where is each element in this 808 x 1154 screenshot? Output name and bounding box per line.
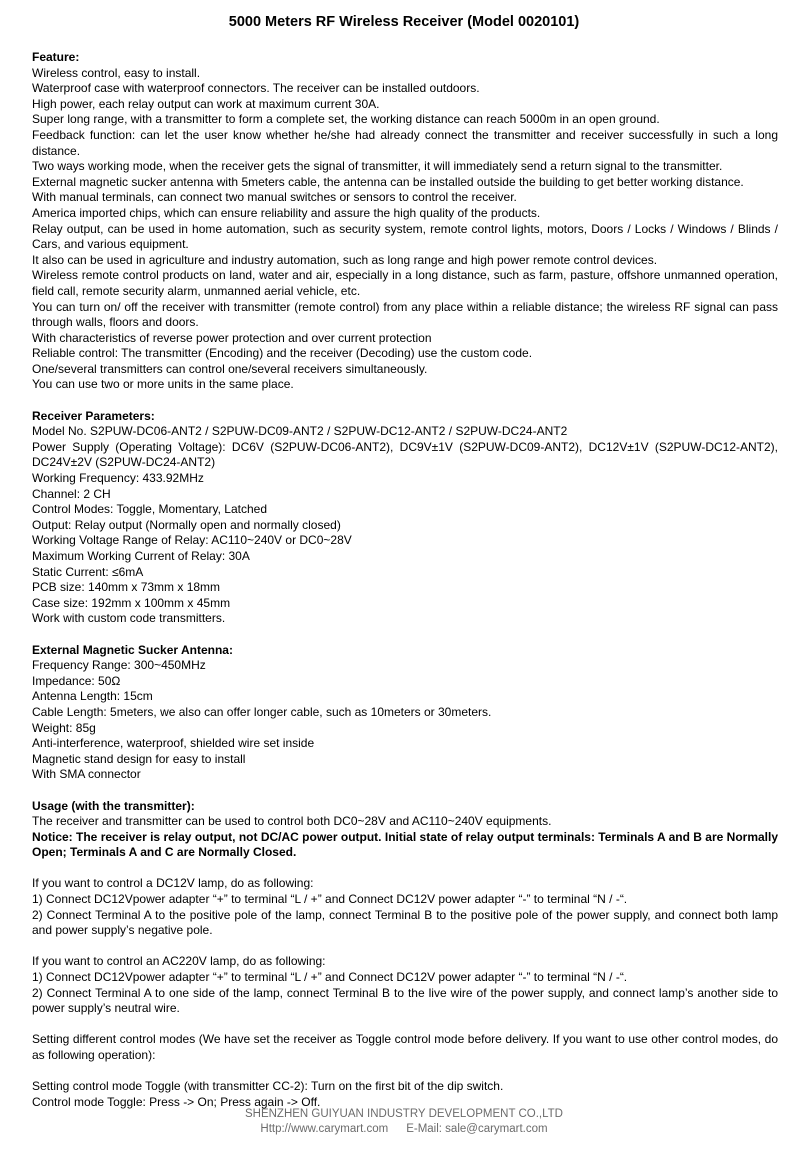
antenna-line: With SMA connector (32, 767, 141, 782)
feature-section (32, 50, 778, 393)
ac-lamp-step-1: 1) Connect DC12Vpower adapter “+” to terminal “L / +” and Connect DC12V power adapter “-” to terminal “N / -“. (32, 970, 628, 985)
feature-line: With manual terminals, can connect two manual switches or sensors to control the receiver. (32, 190, 517, 205)
parameter-line: Working Frequency: 433.92MHz (32, 471, 204, 486)
dc-lamp-intro: If you want to control a DC12V lamp, do as following: (32, 876, 314, 891)
feature-line: Two ways working mode, when the receiver gets the signal of transmitter, it will immediately send a return signal to the transmitter. (32, 159, 723, 174)
feature-line: Wireless remote control products on land, water and air, especially in a long distance, such as farm, pasture, offshore unmanned operation, field call, remote security alarm, unmanned aerial vehicle, etc. (32, 268, 778, 298)
parameter-line: PCB size: 140mm x 73mm x 18mm (32, 580, 221, 595)
feature-line: Wireless control, easy to install. (32, 65, 201, 80)
control-modes-intro: Setting different control modes (We have set the receiver as Toggle control mode before delivery. If you want to use other control modes, do as following operation): (32, 1032, 778, 1062)
parameter-line: Control Modes: Toggle, Momentary, Latched (32, 502, 268, 517)
feature-line: Waterproof case with waterproof connectors. The receiver can be installed outdoors. (32, 81, 480, 96)
feature-line: High power, each relay output can work at maximum current 30A. (32, 96, 380, 111)
document-body (32, 50, 778, 1110)
parameter-line: Case size: 192mm x 100mm x 45mm (32, 595, 231, 610)
dc-lamp-step-1: 1) Connect DC12Vpower adapter “+” to terminal “L / +” and Connect DC12V power adapter “-” to terminal “N / -“. (32, 892, 628, 907)
receiver-parameters-section (32, 409, 778, 627)
spacer (32, 861, 778, 877)
page-title: 5000 Meters RF Wireless Receiver (Model 0020101) (228, 14, 580, 30)
usage-intro: The receiver and transmitter can be used to control both DC0~28V and AC110~240V equipments. (32, 814, 552, 829)
feature-line: America imported chips, which can ensure reliability and assure the high quality of the products. (32, 205, 541, 220)
parameter-line: Work with custom code transmitters. (32, 611, 226, 626)
spacer (32, 393, 778, 409)
receiver-parameters-heading: Receiver Parameters: (32, 408, 155, 423)
spacer (32, 1017, 778, 1033)
feature-line: Super long range, with a transmitter to form a complete set, the working distance can reach 5000m in an open ground. (32, 112, 660, 127)
feature-line: Reliable control: The transmitter (Encoding) and the receiver (Decoding) use the custom code. (32, 346, 533, 361)
footer-website: Http://www.carymart.com (260, 1123, 389, 1135)
antenna-line: Cable Length: 5meters, we also can offer longer cable, such as 10meters or 30meters. (32, 704, 492, 719)
feature-line: You can use two or more units in the same place. (32, 377, 294, 392)
spacer (32, 939, 778, 955)
parameter-line: Power Supply (Operating Voltage): DC6V (S2PUW-DC06-ANT2), DC9V±1V (S2PUW-DC09-ANT2), DC12V±1V (S2PUW-DC12-ANT2), DC24V±2V (S2PUW-DC24-ANT2) (32, 439, 778, 470)
spacer (32, 1064, 778, 1080)
parameter-line: Maximum Working Current of Relay: 30A (32, 549, 250, 563)
parameter-line: Output: Relay output (Normally open and normally closed) (32, 517, 341, 532)
antenna-line: Antenna Length: 15cm (32, 689, 153, 704)
usage-notice: Notice: The receiver is relay output, not DC/AC power output. Initial state of relay output terminals: Terminals A and B are Normally Open; Terminals A and C are Normally Closed. (32, 829, 778, 860)
footer-contact (0, 1122, 808, 1137)
antenna-line: Anti-interference, waterproof, shielded wire set inside (32, 736, 315, 751)
antenna-line: Frequency Range: 300~450MHz (32, 658, 206, 673)
dc-lamp-step-2: 2) Connect Terminal A to the positive pole of the lamp, connect Terminal B to the positive pole of the power supply, and connect both lamp and power supply’s negative pole. (32, 907, 778, 938)
parameter-line: Static Current: ≤6mA (32, 564, 144, 579)
antenna-heading: External Magnetic Sucker Antenna: (32, 642, 233, 657)
feature-line: You can turn on/ off the receiver with transmitter (remote control) from any place within a reliable distance; the wireless RF signal can pass through walls, floors and doors. (32, 299, 778, 330)
ac-lamp-step-2: 2) Connect Terminal A to one side of the lamp, connect Terminal B to the live wire of the power supply, and connect lamp’s another side to power supply’s neutral wire. (32, 985, 778, 1016)
toggle-mode-description: Control mode Toggle: Press -> On; Press again -> Off. (32, 1094, 321, 1109)
feature-heading: Feature: (32, 50, 80, 64)
usage-heading: Usage (with the transmitter): (32, 798, 195, 813)
spacer (32, 783, 778, 799)
antenna-line: Magnetic stand design for easy to install (32, 751, 246, 766)
footer-email: E-Mail: sale@carymart.com (406, 1123, 548, 1135)
feature-line: Feedback function: can let the user know whether he/she had already connect the transmitter and receiver successfully in such a long distance. (32, 127, 778, 158)
parameter-line: Model No. S2PUW-DC06-ANT2 / S2PUW-DC09-ANT2 / S2PUW-DC12-ANT2 / S2PUW-DC24-ANT2 (32, 424, 568, 439)
toggle-mode-setting: Setting control mode Toggle (with transmitter CC-2): Turn on the first bit of the dip switch. (32, 1079, 504, 1094)
feature-line: Relay output, can be used in home automation, such as security system, remote control lights, motors, Doors / Locks / Windows / Blinds / Cars, and various equipment. (32, 221, 778, 252)
page-footer (0, 1107, 808, 1137)
usage-section (32, 799, 778, 1111)
parameter-line: Channel: 2 CH (32, 486, 111, 501)
antenna-line: Impedance: 50Ω (32, 673, 121, 688)
feature-line: It also can be used in agriculture and industry automation, such as long range and high power remote control devices. (32, 252, 658, 267)
feature-line: One/several transmitters can control one/several receivers simultaneously. (32, 361, 428, 376)
footer-company: SHENZHEN GUIYUAN INDUSTRY DEVELOPMENT CO.,LTD (244, 1108, 563, 1120)
feature-line: External magnetic sucker antenna with 5meters cable, the antenna can be installed outside the building to get better working distance. (32, 174, 744, 189)
feature-line: With characteristics of reverse power protection and over current protection (32, 330, 432, 345)
ac-lamp-intro: If you want to control an AC220V lamp, do as following: (32, 954, 326, 969)
parameter-line: Working Voltage Range of Relay: AC110~240V or DC0~28V (32, 533, 352, 548)
spacer (32, 627, 778, 643)
antenna-line: Weight: 85g (32, 720, 96, 735)
antenna-section (32, 643, 778, 783)
